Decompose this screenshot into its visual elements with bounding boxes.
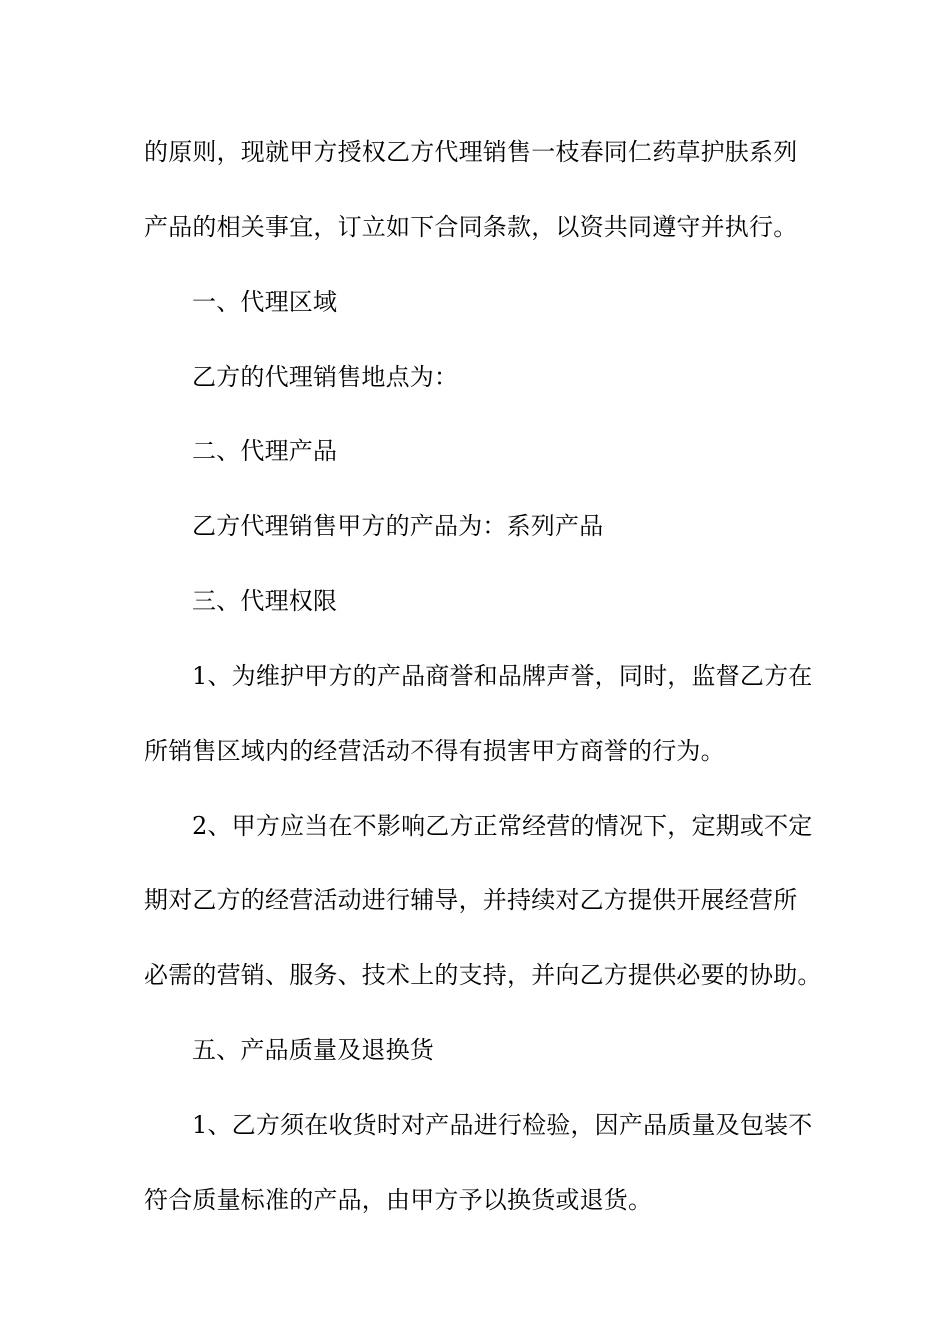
paragraph-line: 期对乙方的经营活动进行辅导，并持续对乙方提供开展经营所: [144, 886, 798, 914]
section-heading: 五、产品质量及退换货: [192, 1036, 434, 1064]
paragraph-line: 产品的相关事宜，订立如下合同条款，以资共同遵守并执行。: [144, 213, 798, 241]
paragraph-line: 乙方代理销售甲方的产品为：系列产品: [192, 512, 604, 540]
section-heading: 二、代理产品: [192, 437, 338, 465]
paragraph-line: 必需的营销、服务、技术上的支持，并向乙方提供必要的协助。: [144, 961, 822, 989]
section-heading: 一、代理区域: [192, 288, 338, 316]
paragraph-line: 的原则，现就甲方授权乙方代理销售一枝春同仁药草护肤系列: [144, 138, 798, 166]
paragraph-line: 所销售区域内的经营活动不得有损害甲方商誉的行为。: [144, 737, 725, 765]
paragraph-line: 2、甲方应当在不影响乙方正常经营的情况下，定期或不定: [192, 812, 813, 840]
paragraph-line: 乙方的代理销售地点为：: [192, 363, 459, 391]
paragraph-line: 符合质量标准的产品，由甲方予以换货或退货。: [144, 1186, 653, 1214]
paragraph-line: 1、乙方须在收货时对产品进行检验，因产品质量及包装不: [192, 1111, 813, 1139]
section-heading: 三、代理权限: [192, 587, 338, 615]
paragraph-line: 1、为维护甲方的产品商誉和品牌声誉，同时，监督乙方在: [192, 662, 813, 690]
